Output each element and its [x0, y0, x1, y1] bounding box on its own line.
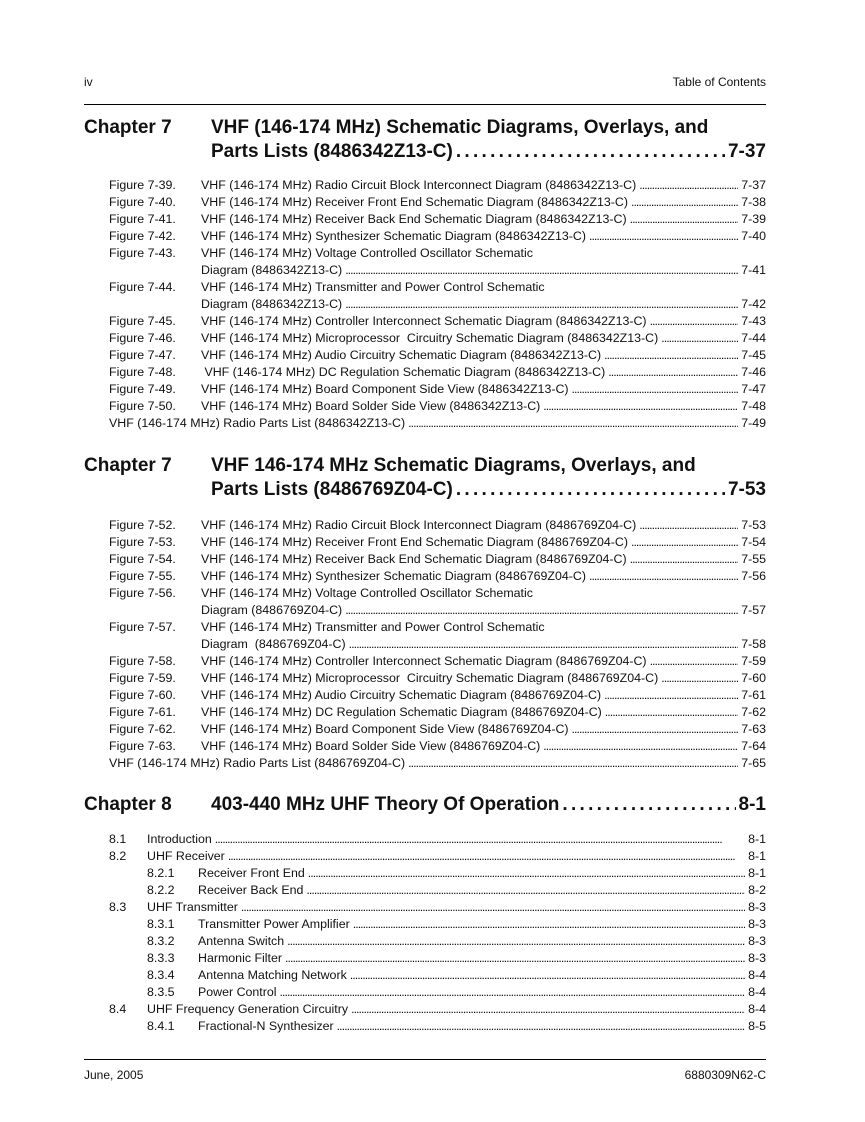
- chapter-heading[interactable]: [84, 454, 766, 502]
- entry-title: VHF (146-174 MHz) Synthesizer Schematic Diagram (8486769Z04-C): [201, 569, 586, 583]
- chapter-title-text: VHF (146-174 MHz) Schematic Diagrams, Overlays, and: [211, 117, 709, 138]
- dot-leader: [456, 478, 725, 502]
- entry-page: 8-4: [748, 985, 766, 999]
- toc-entry[interactable]: [109, 517, 766, 534]
- entry-title: VHF (146-174 MHz) Microprocessor Circuitry Schematic Diagram (8486769Z04-C): [201, 671, 659, 685]
- toc-entry[interactable]: [109, 950, 766, 967]
- entry-page: 8-3: [748, 951, 766, 965]
- entry-title: VHF (146-174 MHz) Board Solder Side View (8486342Z13-C): [201, 399, 541, 413]
- chapter-number: Chapter 7: [84, 117, 172, 138]
- toc-entry[interactable]: [109, 933, 766, 950]
- toc-list: [109, 517, 766, 772]
- entry-title: UHF Transmitter: [147, 900, 238, 914]
- chapter-number: Chapter 7: [84, 455, 172, 476]
- entry-label: Figure 7-59.: [109, 671, 176, 685]
- entry-page: 8-3: [748, 900, 766, 914]
- entry-title: VHF (146-174 MHz) Audio Circuitry Schematic Diagram (8486342Z13-C): [201, 348, 602, 362]
- entry-label: Figure 7-40.: [109, 195, 176, 209]
- entry-body: [198, 865, 766, 882]
- toc-entry[interactable]: [109, 313, 766, 330]
- toc-entry[interactable]: [109, 899, 766, 916]
- entry-label: 8.2.2: [147, 883, 175, 897]
- toc-entry[interactable]: [109, 398, 766, 415]
- dot-leader: [280, 984, 746, 1001]
- entry-title: Power Control: [198, 985, 277, 999]
- page-number: iv: [84, 75, 93, 89]
- dot-leader: [337, 1018, 745, 1035]
- entry-page: 8-2: [748, 883, 766, 897]
- entry-label: 8.3.1: [147, 917, 175, 931]
- entry-body: [198, 882, 766, 899]
- entry-label: Figure 7-44.: [109, 280, 176, 294]
- entry-title: VHF (146-174 MHz) Radio Circuit Block Interconnect Diagram (8486342Z13-C): [201, 178, 637, 192]
- entry-page: 7-41: [741, 263, 766, 277]
- chapter-page: 8-1: [738, 794, 766, 815]
- dot-leader: [306, 882, 745, 899]
- entry-title: Diagram (8486342Z13-C): [201, 297, 343, 311]
- entry-body: [201, 636, 766, 653]
- entry-page: 7-56: [741, 569, 766, 583]
- dot-leader: [353, 916, 745, 933]
- entry-label: Figure 7-43.: [109, 246, 176, 260]
- entry-label: Figure 7-42.: [109, 229, 176, 243]
- entry-title: Diagram (8486769Z04-C): [201, 637, 346, 651]
- chapter-title-text: VHF 146-174 MHz Schematic Diagrams, Overlays, and: [211, 455, 696, 476]
- dot-leader: [456, 140, 725, 164]
- entry-page: 7-61: [741, 688, 766, 702]
- toc-entry[interactable]: [109, 721, 766, 738]
- dot-leader: [345, 262, 738, 279]
- dot-leader: [285, 950, 745, 967]
- chapter-title-line2: [211, 793, 766, 817]
- entry-title: VHF (146-174 MHz) Audio Circuitry Schematic Diagram (8486769Z04-C): [201, 688, 602, 702]
- entry-title: VHF (146-174 MHz) Radio Circuit Block Interconnect Diagram (8486769Z04-C): [201, 518, 637, 532]
- entry-body: [198, 967, 766, 984]
- chapter-title-text: Parts Lists (8486769Z04-C): [211, 479, 453, 500]
- entry-page: 8-3: [748, 917, 766, 931]
- entry-page: 7-37: [741, 178, 766, 192]
- toc-entry[interactable]: [109, 534, 766, 551]
- entry-body: [201, 738, 766, 755]
- toc-entry[interactable]: [109, 602, 766, 619]
- entry-title: VHF (146-174 MHz) Controller Interconnect Schematic Diagram (8486769Z04-C): [201, 654, 647, 668]
- entry-title: VHF (146-174 MHz) Receiver Back End Schematic Diagram (8486342Z13-C): [201, 212, 627, 226]
- entry-page: 7-45: [741, 348, 766, 362]
- toc-entry[interactable]: [109, 364, 766, 381]
- dot-leader: [650, 653, 739, 670]
- dot-leader: [589, 568, 738, 585]
- entry-page: 8-1: [748, 832, 766, 846]
- dot-leader: [639, 177, 738, 194]
- entry-label: Figure 7-49.: [109, 382, 176, 396]
- toc-entry[interactable]: [109, 211, 766, 228]
- entry-label: Figure 7-55.: [109, 569, 176, 583]
- entry-title: VHF (146-174 MHz) Microprocessor Circuitry Schematic Diagram (8486342Z13-C): [201, 331, 659, 345]
- header-rule: [84, 104, 766, 105]
- chapter-number: Chapter 8: [84, 794, 172, 815]
- toc-entry[interactable]: [109, 704, 766, 721]
- entry-body: [147, 899, 766, 916]
- toc-entry[interactable]: [109, 1018, 766, 1035]
- dot-leader: [345, 296, 738, 313]
- toc-entry[interactable]: [109, 848, 766, 865]
- entry-body: [201, 381, 766, 398]
- entry-title: Diagram (8486769Z04-C): [201, 603, 343, 617]
- entry-title: UHF Receiver: [147, 849, 225, 863]
- entry-body: [201, 551, 766, 568]
- entry-page: 7-59: [741, 654, 766, 668]
- entry-title: VHF (146-174 MHz) Board Solder Side View (8486769Z04-C): [201, 739, 541, 753]
- entry-body: [201, 194, 766, 211]
- entry-page: 7-44: [741, 331, 766, 345]
- entry-body: [201, 330, 766, 347]
- dot-leader: [543, 738, 738, 755]
- entry-body: [201, 534, 766, 551]
- toc-entry[interactable]: [109, 755, 766, 772]
- entry-body: [201, 296, 766, 313]
- entry-body: [198, 933, 766, 950]
- entry-page: 8-4: [748, 968, 766, 982]
- entry-label: 8.4: [109, 1002, 127, 1016]
- dot-leader: [345, 602, 738, 619]
- entry-body: [201, 228, 766, 245]
- entry-label: Figure 7-39.: [109, 178, 176, 192]
- entry-label: Figure 7-62.: [109, 722, 176, 736]
- dot-leader: [639, 517, 738, 534]
- footer-doc-number: 6880309N62-C: [684, 1068, 766, 1082]
- entry-title: VHF (146-174 MHz) Board Component Side View (8486769Z04-C): [201, 722, 569, 736]
- chapter-page: 7-53: [727, 479, 766, 500]
- toc-entry-line[interactable]: [109, 245, 766, 262]
- entry-label: Figure 7-41.: [109, 212, 176, 226]
- toc-entry[interactable]: [109, 636, 766, 653]
- dot-leader: [408, 755, 738, 772]
- entry-page: 8-1: [748, 866, 766, 880]
- toc-entry[interactable]: [109, 177, 766, 194]
- toc-entry[interactable]: [109, 687, 766, 704]
- entry-title-line1: [201, 619, 766, 636]
- entry-label: 8.1: [109, 832, 127, 846]
- entry-title: Receiver Front End: [198, 866, 305, 880]
- dot-leader: [543, 398, 738, 415]
- dot-leader: [608, 364, 738, 381]
- chapter-title-line1: [211, 454, 766, 478]
- entry-body: [201, 347, 766, 364]
- entry-label: Figure 7-58.: [109, 654, 176, 668]
- entry-label: Figure 7-50.: [109, 399, 176, 413]
- toc-entry[interactable]: [109, 194, 766, 211]
- entry-page: 7-49: [741, 416, 766, 430]
- entry-page: 8-4: [748, 1002, 766, 1016]
- dot-leader: [605, 704, 738, 721]
- entry-body: [198, 916, 766, 933]
- dot-leader: [604, 347, 738, 364]
- entry-page: 7-55: [741, 552, 766, 566]
- entry-page: 7-57: [741, 603, 766, 617]
- dot-leader: [350, 967, 745, 984]
- entry-body: [201, 687, 766, 704]
- entry-body: [201, 568, 766, 585]
- entry-label: 8.2.1: [147, 866, 175, 880]
- entry-page: 7-65: [741, 756, 766, 770]
- toc-entry-line[interactable]: [109, 619, 766, 636]
- toc-entry[interactable]: [109, 670, 766, 687]
- entry-body: [201, 704, 766, 721]
- entry-label: Figure 7-54.: [109, 552, 176, 566]
- footer-rule: [84, 1059, 766, 1060]
- entry-page: 7-38: [741, 195, 766, 209]
- dot-leader: [661, 330, 738, 347]
- entry-title: VHF (146-174 MHz) Receiver Back End Schematic Diagram (8486769Z04-C): [201, 552, 627, 566]
- toc-entry[interactable]: [109, 831, 766, 848]
- toc-entry[interactable]: [109, 551, 766, 568]
- toc-entry[interactable]: [109, 415, 766, 432]
- entry-title-line1: [201, 585, 766, 602]
- entry-title-line1: [201, 279, 766, 296]
- entry-page: 7-58: [741, 637, 766, 651]
- entry-title: Diagram (8486342Z13-C): [201, 263, 343, 277]
- entry-page: 8-3: [748, 934, 766, 948]
- chapter-title-line2: [211, 478, 766, 502]
- footer-date: June, 2005: [84, 1068, 144, 1082]
- entry-label: Figure 7-48.: [109, 365, 176, 379]
- dot-leader: [241, 899, 745, 916]
- toc-entry[interactable]: [109, 330, 766, 347]
- entry-page: 7-48: [741, 399, 766, 413]
- entry-body: [109, 755, 766, 772]
- entry-title: VHF (146-174 MHz) Synthesizer Schematic Diagram (8486342Z13-C): [201, 229, 586, 243]
- entry-label: 8.3.4: [147, 968, 175, 982]
- entry-body: [201, 364, 766, 381]
- dot-leader: [661, 670, 738, 687]
- entry-label: 8.4.1: [147, 1019, 175, 1033]
- entry-label: 8.2: [109, 849, 127, 863]
- entry-label: Figure 7-45.: [109, 314, 176, 328]
- dot-leader: [589, 228, 738, 245]
- dot-leader: [604, 687, 738, 704]
- entry-label: 8.3.5: [147, 985, 175, 999]
- entry-title: Receiver Back End: [198, 883, 304, 897]
- entry-body: [201, 670, 766, 687]
- dot-leader: [572, 381, 739, 398]
- entry-label: Figure 7-52.: [109, 518, 176, 532]
- entry-page: 7-62: [741, 705, 766, 719]
- dot-leader: [631, 534, 738, 551]
- toc-list: [109, 831, 766, 1035]
- toc-entry[interactable]: [109, 381, 766, 398]
- chapter-title-line1: [211, 116, 766, 140]
- dot-leader: [308, 865, 745, 882]
- entry-label: Figure 7-53.: [109, 535, 176, 549]
- entry-title: VHF (146-174 MHz) Voltage Controlled Oscillator Schematic: [201, 246, 533, 260]
- chapter-title-text: Parts Lists (8486342Z13-C): [211, 141, 453, 162]
- entry-label: Figure 7-56.: [109, 586, 176, 600]
- toc-entry[interactable]: [109, 967, 766, 984]
- entry-title: VHF (146-174 MHz) Radio Parts List (8486769Z04-C): [109, 756, 406, 770]
- dot-leader: [351, 1001, 745, 1018]
- entry-page: 7-42: [741, 297, 766, 311]
- entry-title: VHF (146-174 MHz) DC Regulation Schematic Diagram (8486342Z13-C): [201, 365, 606, 379]
- entry-title: VHF (146-174 MHz) Receiver Front End Schematic Diagram (8486342Z13-C): [201, 195, 628, 209]
- toc-entry[interactable]: [109, 296, 766, 313]
- entry-body: [147, 1001, 766, 1018]
- entry-body: [147, 831, 766, 848]
- entry-title: UHF Frequency Generation Circuitry: [147, 1002, 349, 1016]
- toc-entry[interactable]: [109, 347, 766, 364]
- chapter-heading[interactable]: [84, 793, 766, 817]
- entry-title: Fractional-N Synthesizer: [198, 1019, 334, 1033]
- entry-label: 8.3.2: [147, 934, 175, 948]
- entry-title-line1: [201, 245, 766, 262]
- dot-leader: [408, 415, 738, 432]
- entry-body: [201, 262, 766, 279]
- entry-label: 8.3: [109, 900, 127, 914]
- toc-entry[interactable]: [109, 865, 766, 882]
- entry-title: VHF (146-174 MHz) Voltage Controlled Oscillator Schematic: [201, 586, 533, 600]
- entry-body: [201, 721, 766, 738]
- chapter-heading[interactable]: [84, 116, 766, 164]
- running-header: Table of Contents: [672, 75, 766, 89]
- entry-page: 7-39: [741, 212, 766, 226]
- chapter-page: 7-37: [727, 141, 766, 162]
- entry-body: [109, 415, 766, 432]
- dot-leader: [572, 721, 739, 738]
- entry-label: Figure 7-47.: [109, 348, 176, 362]
- entry-page: 7-53: [741, 518, 766, 532]
- dot-leader: [650, 313, 739, 330]
- entry-page: 7-64: [741, 739, 766, 753]
- entry-body: [198, 950, 766, 967]
- entry-label: Figure 7-61.: [109, 705, 176, 719]
- entry-page: 7-46: [741, 365, 766, 379]
- entry-title: Transmitter Power Amplifier: [198, 917, 350, 931]
- toc-entry-line[interactable]: [109, 585, 766, 602]
- entry-body: [198, 1018, 766, 1035]
- entry-body: [201, 177, 766, 194]
- entry-title: VHF (146-174 MHz) Receiver Front End Schematic Diagram (8486769Z04-C): [201, 535, 628, 549]
- entry-body: [201, 602, 766, 619]
- toc-entry[interactable]: [109, 228, 766, 245]
- entry-page: 7-47: [741, 382, 766, 396]
- entry-label: 8.3.3: [147, 951, 175, 965]
- entry-title: Antenna Switch: [198, 934, 285, 948]
- entry-page: 7-54: [741, 535, 766, 549]
- chapter-title-text: 403-440 MHz UHF Theory Of Operation: [211, 794, 560, 815]
- entry-page: 7-60: [741, 671, 766, 685]
- entry-page: 7-43: [741, 314, 766, 328]
- entry-page: 8-5: [748, 1019, 766, 1033]
- entry-label: Figure 7-60.: [109, 688, 176, 702]
- toc-entry-line[interactable]: [109, 279, 766, 296]
- entry-title: Antenna Matching Network: [198, 968, 347, 982]
- dot-leader: [562, 793, 735, 817]
- entry-body: [201, 517, 766, 534]
- toc-entry[interactable]: [109, 568, 766, 585]
- entry-title: VHF (146-174 MHz) Radio Parts List (8486342Z13-C): [109, 416, 406, 430]
- toc-entry[interactable]: [109, 916, 766, 933]
- chapter-title-line2: [211, 140, 766, 164]
- entry-title: VHF (146-174 MHz) DC Regulation Schematic Diagram (8486769Z04-C): [201, 705, 602, 719]
- dot-leader: [631, 194, 738, 211]
- dot-leader: [215, 831, 745, 848]
- entry-label: Figure 7-46.: [109, 331, 176, 345]
- entry-label: Figure 7-63.: [109, 739, 176, 753]
- dot-leader: [349, 636, 739, 653]
- entry-title: VHF (146-174 MHz) Transmitter and Power Control Schematic: [201, 620, 545, 634]
- toc-entry[interactable]: [109, 653, 766, 670]
- dot-leader: [630, 211, 739, 228]
- entry-body: [201, 398, 766, 415]
- entry-page: 8-1: [748, 849, 766, 863]
- dot-leader: [228, 848, 745, 865]
- dot-leader: [630, 551, 739, 568]
- entry-label: Figure 7-57.: [109, 620, 176, 634]
- toc-entry[interactable]: [109, 882, 766, 899]
- entry-title: VHF (146-174 MHz) Transmitter and Power Control Schematic: [201, 280, 545, 294]
- entry-title: Harmonic Filter: [198, 951, 282, 965]
- entry-title: VHF (146-174 MHz) Board Component Side View (8486342Z13-C): [201, 382, 569, 396]
- toc-entry[interactable]: [109, 738, 766, 755]
- entry-body: [201, 313, 766, 330]
- entry-page: 7-63: [741, 722, 766, 736]
- toc-entry[interactable]: [109, 1001, 766, 1018]
- entry-body: [201, 653, 766, 670]
- entry-title: VHF (146-174 MHz) Controller Interconnect Schematic Diagram (8486342Z13-C): [201, 314, 647, 328]
- entry-body: [198, 984, 766, 1001]
- entry-page: 7-40: [741, 229, 766, 243]
- entry-body: [201, 211, 766, 228]
- toc-entry[interactable]: [109, 262, 766, 279]
- entry-title: Introduction: [147, 832, 212, 846]
- entry-body: [147, 848, 766, 865]
- toc-list: [109, 177, 766, 432]
- dot-leader: [287, 933, 745, 950]
- toc-entry[interactable]: [109, 984, 766, 1001]
